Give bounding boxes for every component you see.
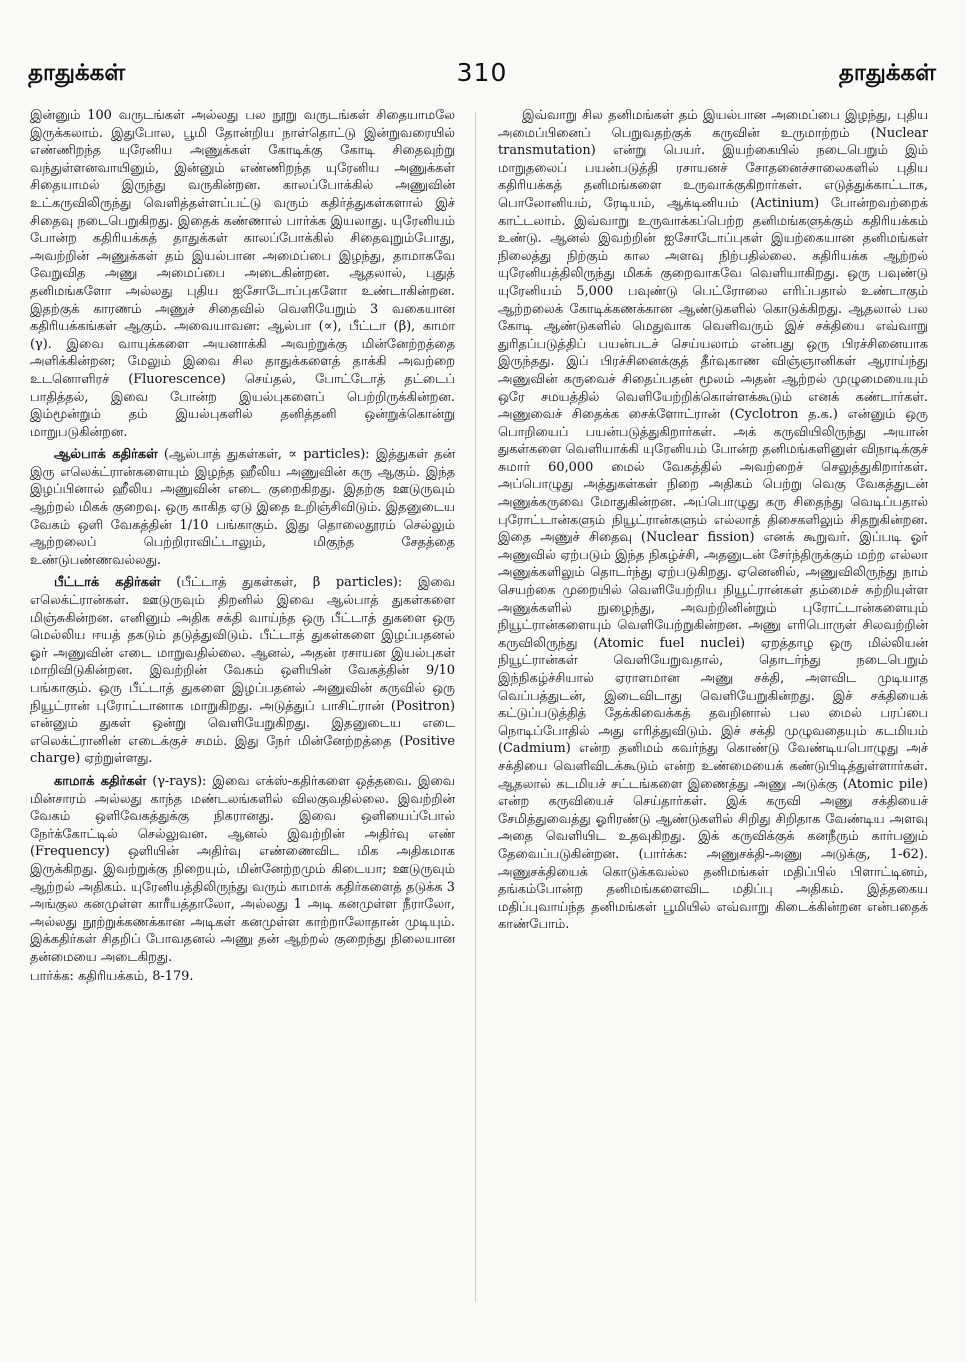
paragraph-alpha <box>30 446 455 569</box>
alpha-rays-text: (ஆல்பாத் துகள்கள், ∝ particles): இத்துகள் தன் இரு எலெக்ட்ரான்களையும் இழந்த ஹீலிய அணுவின் கரு ஆகும். இந்த இழப்பினால் ஹீலிய அணுவின் எடை குறைகிறது. இதற்கு ஊடுருவும் ஆற்றல் மிகக் குறைவு. ஒரு காகித ஏடு இதை உறிஞ்சிவிடும். இதனுடைய வேகம் ஒளி வேகத்தின் 1/10 பங்காகும். இது தொலைதூரம் செல்லும் ஆற்றலைப் பெற்றிராவிட்டாலும், மிகுந்த சேதத்தை உண்டுபண்ணவல்லது. <box>30 447 456 568</box>
alpha-rays-heading: ஆல்பாக் கதிர்கள் <box>54 447 158 463</box>
cross-reference: பார்க்க: கதிரியக்கம், 8-179. <box>30 968 194 984</box>
beta-rays-heading: பீட்டாக் கதிர்கள் <box>54 575 161 591</box>
paragraph-intro: இன்னும் 100 வருடங்கள் அல்லது பல நூறு வருடங்கள் சிதையாமலே இருக்கலாம். இதுபோல, பூமி தோன்றிய நாள்தொட்டு இன்றுவரையில் எண்ணிறந்த யுரேனிய அணுக்கள் கோடிக்கு கோடி சிதைவுற்று வந்துள்ளனவாயினும், இன்னும் எண்ணிறந்த யுரேனிய அணுக்கள் சிதையாமல் இருந்து வருகின்றன. காலப்போக்கில் அணுவின் உட்கருவிலிருந்து வெளித்தள்ளப்பட்டு வரும் கதிர்த்துகள்களால் இச் சிதைவு நடைபெறுகிறது. இதைக் கண்ணால் பார்க்க இயலாது. யுரேனியம் போன்ற கதிரியக்கத் தாதுக்கள் காலப்போக்கில் சிதைவுறும்போது, அவற்றின் அணுக்கள் தம் இயல்பான அமைப்பை இழந்து, தாமாகவே வேறுவித அணு அமைப்பை அடைகின்றன. ஆதலால், புதுத் தனிமங்களோ அல்லது புதிய ஐசோடோப்புகளோ உண்டாகின்றன. இதற்குக் காரணம் அணுச் சிதைவில் வெளியேறும் 3 வகையான கதிரியக்கங்கள் ஆகும். அவையாவன: ஆல்பா (∝), பீட்டா (β), காமா (γ). இவை வாயுக்களை அயனாக்கி அவற்றுக்கு மின்னேற்றத்தை அளிக்கின்றன; மேலும் இவை சில தாதுக்களைத் தாக்கி அவற்றை உடனொளிரச் (Fluorescence) செய்தல், போட்டோத் தட்டைப் பாதித்தல், இவை போன்ற இயல்புகளைப் பெற்றிருக்கின்றன. இம்மூன்றும் தம் இயல்புகளில் தனித்தனி ஒன்றுக்கொன்று மாறுபடுகின்றன. <box>30 108 455 440</box>
page-number: 310 <box>456 58 508 87</box>
page-header <box>28 60 936 94</box>
paragraph-gamma <box>30 773 455 967</box>
gamma-rays-heading: காமாக் கதிர்கள் <box>54 773 147 789</box>
running-title-right: தாதுக்கள் <box>838 60 936 86</box>
paragraph-beta <box>30 574 455 768</box>
running-title-left: தாதுக்கள் <box>28 60 126 86</box>
left-column <box>30 107 455 990</box>
beta-rays-text: (பீட்டாத் துகள்கள், β particles): இவை எலெக்ட்ரான்கள். ஊடுருவும் திறனில் இவை ஆல்பாத் துகள்களை மிஞ்சுகின்றன. எனினும் அதிக சக்தி வாய்ந்த ஒரு பீட்டாத் துகளை ஒரு மெல்லிய ஈயத் தகடும் தடுத்துவிடும். பீட்டாத் துகள்களை இழப்பதனல் ஓர் அணுவின் எடை மாறுவதில்லை. ஆனல், அதன் ரசாயன இயல்புகள் மாறிவிடுகின்றன. இவற்றின் வேகம் ஒளியின் வேகத்தின் 9/10 பங்காகும். ஒரு பீட்டாத் துகளை இழப்பதனல் அணுவின் கருவில் ஒரு நியூட்ரான் புரோட்டானாக மாறுகிறது. அடுத்துப் பாசிட்ரான் (Positron) என்னும் துகள் ஒன்று வெளியேறுகிறது. இதனுடைய எடை எலெக்ட்ரானின் எடைக்குச் சமம். இது நேர் மின்னேற்றத்தை (Positive charge) ஏற்றுள்ளது. <box>30 575 455 767</box>
gamma-rays-text: (γ-rays): இவை எக்ஸ்-கதிர்களை ஒத்தவை. இவை மின்சாரம் அல்லது காந்த மண்டலங்களில் விலகுவதில்லை. இவற்றின் வேகம் ஒளிவேகத்துக்கு நிகரானது. இவை ஒளியைப்போல் நேர்க்கோட்டில் செல்லுவன. ஆனல் இவற்றின் அதிர்வு எண் (Frequency) ஒளியின் அதிர்வு எண்ணைவிட மிக அதிகமாக இருக்கிறது. இவற்றுக்கு நிறையும், மின்னேற்றமும் கிடையா; ஊடுருவும் ஆற்றல் அதிகம். யுரேனியத்திலிருந்து வரும் காமாக் கதிர்களைத் தடுக்க 3 அங்குல கனமுள்ள காரீயத்தாலோ, அல்லது 1 அடி கனமுள்ள நீராலோ, அல்லது நூற்றுக்கணக்கான அடிகள் கனமுள்ள காற்றாலோதான் முடியும். இக்கதிர்கள் சிதறிப் போவதனல் அணு தன் ஆற்றல் குறைந்து நிலையான தன்மையை அடைகிறது. <box>30 773 455 965</box>
column-divider <box>475 112 476 1302</box>
paragraph-transmutation: இவ்வாறு சில தனிமங்கள் தம் இயல்பான அமைப்பை இழந்து, புதிய அமைப்பினைப் பெறுவதற்குக் கருவின் உருமாற்றம் (Nuclear transmutation) என்று பெயர். இயற்கையில் நடைபெறும் இம் மாறுதலைப் பயன்படுத்தி ரசாயனச் சோதனைச்சாலைகளில் புதிய கதிரியக்கத் தனிமங்களை உருவாக்குகிறார்கள். எடுத்துக்காட்டாக, பொலோனியம், ரேடியம், ஆக்டினியம் (Actinium) போன்றவற்றைக் காட்டலாம். இவ்வாறு உருவாக்கப்பெற்ற தனிமங்களுக்கும் கதிரியக்கம் உண்டு. ஆனல் இவற்றின் ஐசோடோப்புகள் இயற்கையான தனிமங்கள் நிலைத்து நிற்கும் கால அளவு நிற்பதில்லை. கதிரியக்க ஆற்றல் யுரேனியத்திலிருந்து மிகக் குறைவாகவே வெளியாகிறது. ஒரு பவுண்டு யுரேனியம் 5,000 பவுண்டு பெட்ரோலை எரிப்பதால் உண்டாகும் ஆற்றலைக் கோடிக்கணக்கான ஆண்டுகளில் கொடுக்கிறது. ஆதலால் பல கோடி ஆண்டுகளில் மெதுவாக வெளிவரும் இச் சக்தியை எவ்வாறு துரிதப்படுத்திப் பயன்படச் செய்யலாம் என்பது ஒரு பிரச்சினையாக இருந்தது. இப் பிரச்சினைக்குத் தீர்வுகாண விஞ்ஞானிகள் ஆராய்ந்து அணுவின் கருவைச் சிதைப்பதன் மூலம் அதன் ஆற்றல் முழுமையையும் ஒரே சமயத்தில் வெளியேற்றிக்கொள்ளக்கூடும் எனக் கண்டார்கள். அணுவைச் சிதைக்க சைக்ளோட்ரான் (Cyclotron த.க.) என்னும் ஒரு பொறியைப் பயன்படுத்துகிறார்கள். அக் கருவியிலிருந்து அயான் துகள்களை வெளியாக்கி யுரேனியம் போன்ற தனிமங்களினுள் விநாடிக்குச் சுமார் 60,000 மைல் வேகத்தில் அவற்றைச் செலுத்துகிறார்கள். அப்பொழுது அத்துகள்கள் நிறை அதிகம் பெற்று வெகு வேகத்துடன் அணுக்கருவை மோதுகின்றன. அப்பொழுது கரு சிதைந்து வெடிப்பதால் புரோட்டான்களும் நியூட்ரான்களும் எல்லாத் திசைகளிலும் சிதறுகின்றன. இதை அணுச் சிதைவு (Nuclear fission) எனக் கூறுவர். இப்படி ஓர் அணுவில் ஏற்படும் இந்த நிகழ்ச்சி, அதனுடன் சேர்ந்திருக்கும் மற்ற எல்லா அணுக்களிலும் தொடர்ந்து ஏற்படுகிறது. ஏனெனில், அணுவிலிருந்து நாம் செயற்கை முறையில் வெளியேற்றிய நியூட்ரான்கள் தம்மைச் சுற்றியுள்ள அணுக்களில் நுழைந்து, அவற்றினின்றும் புரோட்டான்களையும் நியூட்ரான்களையும் வெளியேற்றுகின்றன. அணு எரிபொருள் சிலவற்றின் கருவிலிருந்து (Atomic fuel nuclei) ஏறத்தாழ ஒரு மில்லியன் நியூட்ரான்கள் வெளியேறுவதால், தொடர்ந்து நடைபெறும் இந்நிகழ்ச்சியால் ஏராளமான அணு சக்தி, அளவிட முடியாத வெப்பத்துடன், இடைவிடாது வெளியேறுகின்றது. இச் சக்தியைக் கட்டுப்படுத்தித் தேக்கிவைக்கத் தவறினால் பல மைல் பரப்பை நொடிப்போதில் அது எரித்துவிடும். இச் சக்தி முழுவதையும் கடமியம் (Cadmium) என்ற தனிமம் கவர்ந்து கொண்டு வேண்டியபொழுது அச் சக்தியை வெளிவிடக்கூடும் என்ற உண்மையைக் கண்டுபிடித்துள்ளார்கள். ஆதலால் கடமியச் சட்டங்களை இணைத்து அணு அடுக்கு (Atomic pile) என்ற கருவியைச் செய்தார்கள். இக் கருவி அணு சக்தியைச் சேமித்துவைத்து ஓரிரண்டு ஆண்டுகளில் சிறிது சிறிதாக வேண்டிய அளவு அதை வெளியிட உதவுகிறது. இக் கருவிக்குக் கனநீரும் கார்பனும் தேவைப்படுகின்றன. (பார்க்க: அணுசக்தி-அணு அடுக்கு, 1-62). அணுசக்தியைக் கொடுக்கவல்ல தனிமங்கள் மதிப்பில் பிளாட்டினம், தங்கம்போன்ற தனிமங்களைவிட மதிப்பு அதிகம். இத்தகைய மதிப்புவாய்ந்த தனிமங்கள் பூமியில் எவ்வாறு கிடைக்கின்றன என்பதைக் காண்போம். <box>498 108 928 933</box>
right-column <box>498 107 928 939</box>
